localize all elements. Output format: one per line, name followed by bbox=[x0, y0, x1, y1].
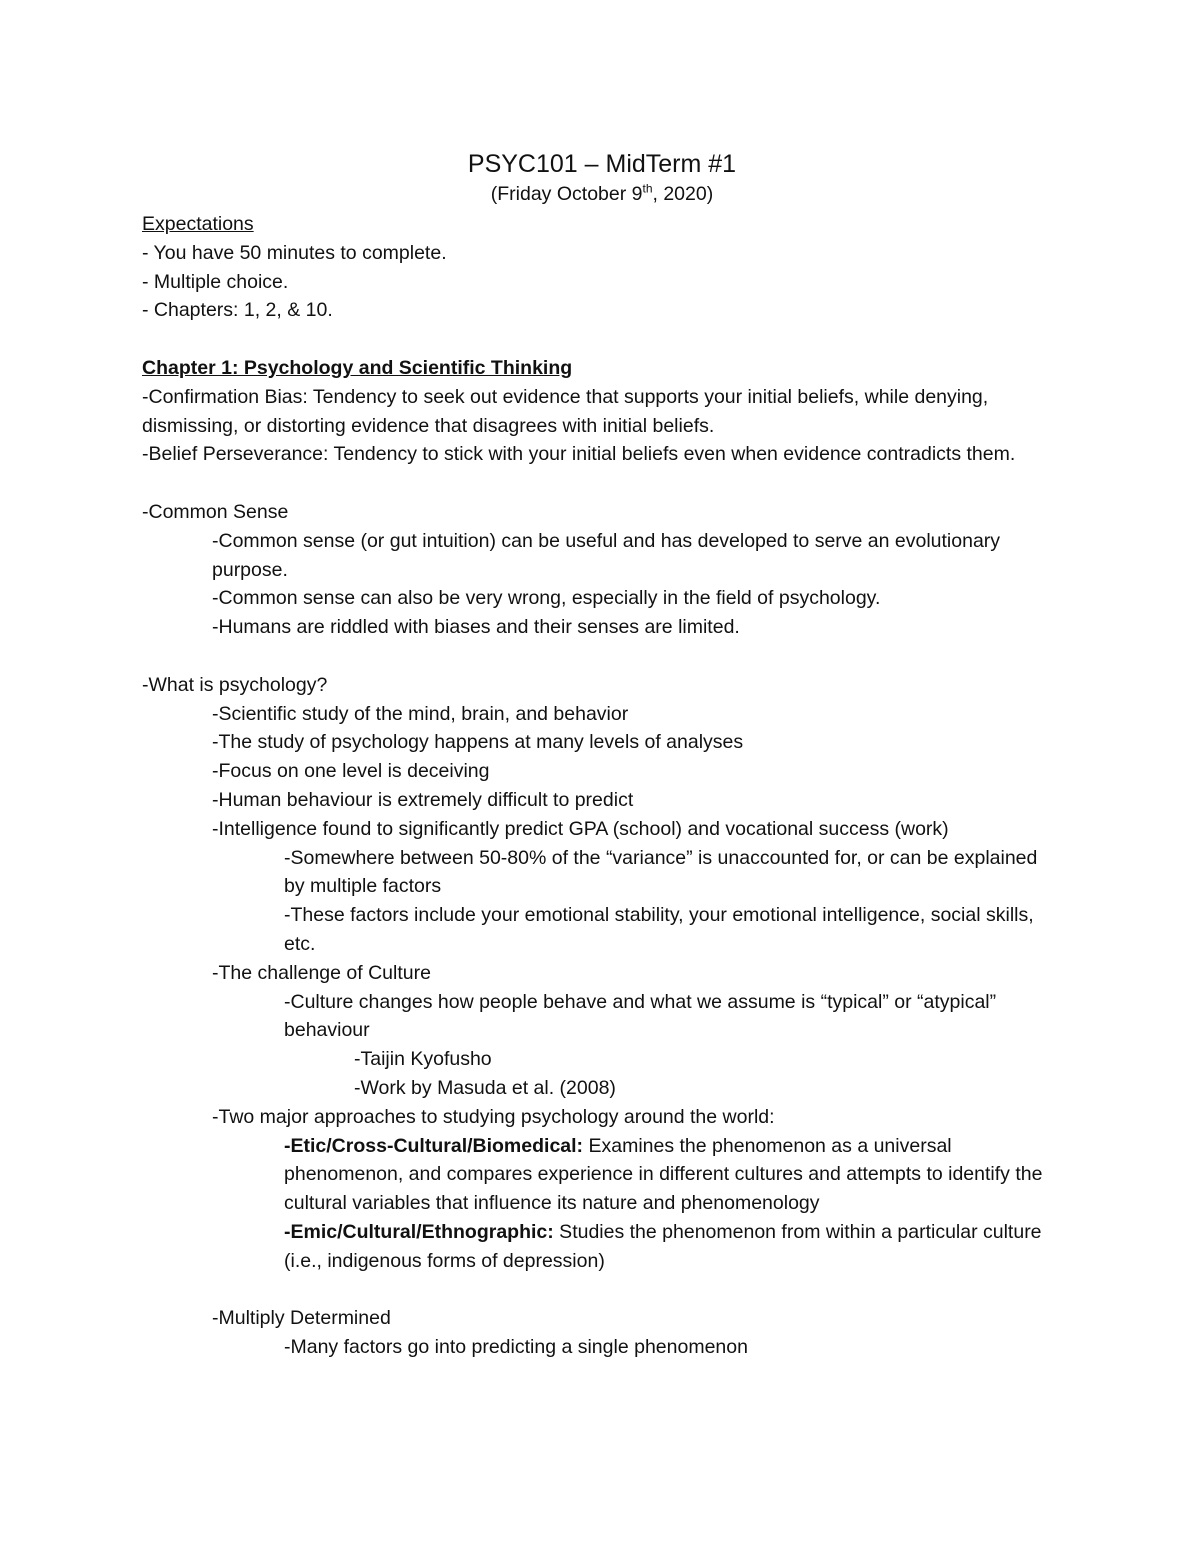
common-sense-point: -Humans are riddled with biases and their senses are limited. bbox=[212, 616, 740, 639]
expectations-heading: Expectations bbox=[142, 213, 254, 235]
what-is-psychology-heading: -What is psychology? bbox=[142, 673, 328, 696]
spacer bbox=[142, 1275, 1062, 1304]
expectation-item: - You have 50 minutes to complete. bbox=[142, 241, 447, 264]
exam-date bbox=[142, 180, 1062, 208]
exam-date-suffix: , 2020) bbox=[652, 183, 714, 205]
intelligence-subpoint: -Somewhere between 50-80% of the “variance” is unaccounted for, or can be explained by multiple factors bbox=[284, 846, 1038, 898]
psychology-point: -Focus on one level is deceiving bbox=[212, 760, 490, 783]
emic-text: Studies the phenomenon from within a particular culture (i.e., indigenous forms of depression) bbox=[284, 1220, 1042, 1272]
common-sense-heading: -Common Sense bbox=[142, 500, 289, 523]
confirmation-bias-definition: -Confirmation Bias: Tendency to seek out evidence that supports your initial beliefs, while denying, dismissing, or distorting evidence that disagrees with initial beliefs. bbox=[142, 385, 989, 437]
etic-approach bbox=[284, 1132, 1062, 1218]
emic-approach bbox=[284, 1218, 1062, 1276]
psychology-point: -Scientific study of the mind, brain, and behavior bbox=[212, 702, 629, 725]
spacer bbox=[142, 325, 1062, 354]
multiply-determined-point: -Many factors go into predicting a single phenomenon bbox=[284, 1336, 748, 1359]
expectation-item: - Chapters: 1, 2, & 10. bbox=[142, 299, 333, 322]
emic-label: -Emic/Cultural/Ethnographic: bbox=[284, 1220, 554, 1243]
psychology-point: -The study of psychology happens at many levels of analyses bbox=[212, 731, 744, 754]
approaches-heading: -Two major approaches to studying psychology around the world: bbox=[212, 1105, 775, 1128]
culture-example: -Work by Masuda et al. (2008) bbox=[354, 1076, 616, 1099]
etic-text: Examines the phenomenon as a universal phenomenon, and compares experience in different cultures and attempts to identify the cultural variables that influence its nature and phenomenology bbox=[284, 1134, 1043, 1215]
etic-label: -Etic/Cross-Cultural/Biomedical: bbox=[284, 1134, 584, 1157]
psychology-point: -Intelligence found to significantly predict GPA (school) and vocational success (work) bbox=[212, 817, 949, 840]
multiply-determined-heading: -Multiply Determined bbox=[212, 1307, 391, 1330]
culture-point: -Culture changes how people behave and what we assume is “typical” or “atypical” behaviour bbox=[284, 990, 997, 1042]
document-body bbox=[142, 148, 1062, 1362]
common-sense-point: -Common sense can also be very wrong, especially in the field of psychology. bbox=[212, 587, 881, 610]
chapter-1-heading: Chapter 1: Psychology and Scientific Thinking bbox=[142, 356, 573, 379]
spacer bbox=[142, 642, 1062, 671]
psychology-point: -Human behaviour is extremely difficult to predict bbox=[212, 788, 634, 811]
exam-date-superscript: th bbox=[642, 181, 653, 196]
belief-perseverance-definition: -Belief Perseverance: Tendency to stick with your initial beliefs even when evidence contradicts them. bbox=[142, 443, 1016, 466]
culture-heading: -The challenge of Culture bbox=[212, 961, 431, 984]
expectation-item: - Multiple choice. bbox=[142, 270, 289, 293]
spacer bbox=[142, 469, 1062, 498]
common-sense-point: -Common sense (or gut intuition) can be useful and has developed to serve an evolutionary purpose. bbox=[212, 529, 1001, 581]
exam-date-prefix: (Friday October 9 bbox=[490, 183, 643, 205]
culture-example: -Taijin Kyofusho bbox=[354, 1048, 492, 1071]
intelligence-subpoint: -These factors include your emotional stability, your emotional intelligence, social skills, etc. bbox=[284, 904, 1034, 955]
page-title: PSYC101 – MidTerm #1 bbox=[467, 150, 737, 178]
